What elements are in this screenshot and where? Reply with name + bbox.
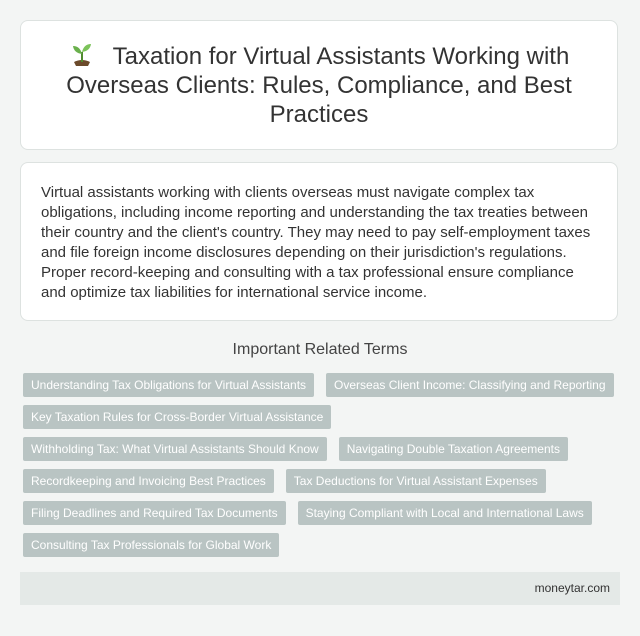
summary-text: Virtual assistants working with clients overseas must navigate complex tax obligations, including income reporting and understanding the tax treaties between their country and the client's country. They may need to pay self-employment taxes and file foreign income disclosures depending on their jurisdiction's regulations. Proper record-keeping and consulting with a tax professional ensure compliance and optimize tax liabilities for international service income. <box>41 184 591 301</box>
related-term-tag[interactable]: Understanding Tax Obligations for Virtual Assistants <box>23 373 314 397</box>
related-terms-heading: Important Related Terms <box>232 341 408 358</box>
related-terms-list <box>23 373 623 557</box>
title-card <box>20 20 618 150</box>
page-title <box>51 41 587 129</box>
footer <box>20 572 620 605</box>
related-term-tag[interactable]: Filing Deadlines and Required Tax Documents <box>23 501 286 525</box>
summary-card <box>20 162 618 321</box>
related-term-tag[interactable]: Consulting Tax Professionals for Global Work <box>23 533 279 557</box>
footer-site-name[interactable]: moneytar.com <box>534 581 610 595</box>
related-term-tag[interactable]: Tax Deductions for Virtual Assistant Expenses <box>286 469 546 493</box>
related-term-tag[interactable]: Navigating Double Taxation Agreements <box>339 437 568 461</box>
page-title-text: Taxation for Virtual Assistants Working with Overseas Clients: Rules, Compliance, and Best Practices <box>66 43 572 128</box>
sprout-icon <box>69 41 95 67</box>
related-term-tag[interactable]: Withholding Tax: What Virtual Assistants Should Know <box>23 437 327 461</box>
related-term-tag[interactable]: Key Taxation Rules for Cross-Border Virtual Assistance <box>23 405 331 429</box>
related-term-tag[interactable]: Staying Compliant with Local and International Laws <box>298 501 592 525</box>
related-term-tag[interactable]: Recordkeeping and Invoicing Best Practices <box>23 469 274 493</box>
related-term-tag[interactable]: Overseas Client Income: Classifying and Reporting <box>326 373 613 397</box>
